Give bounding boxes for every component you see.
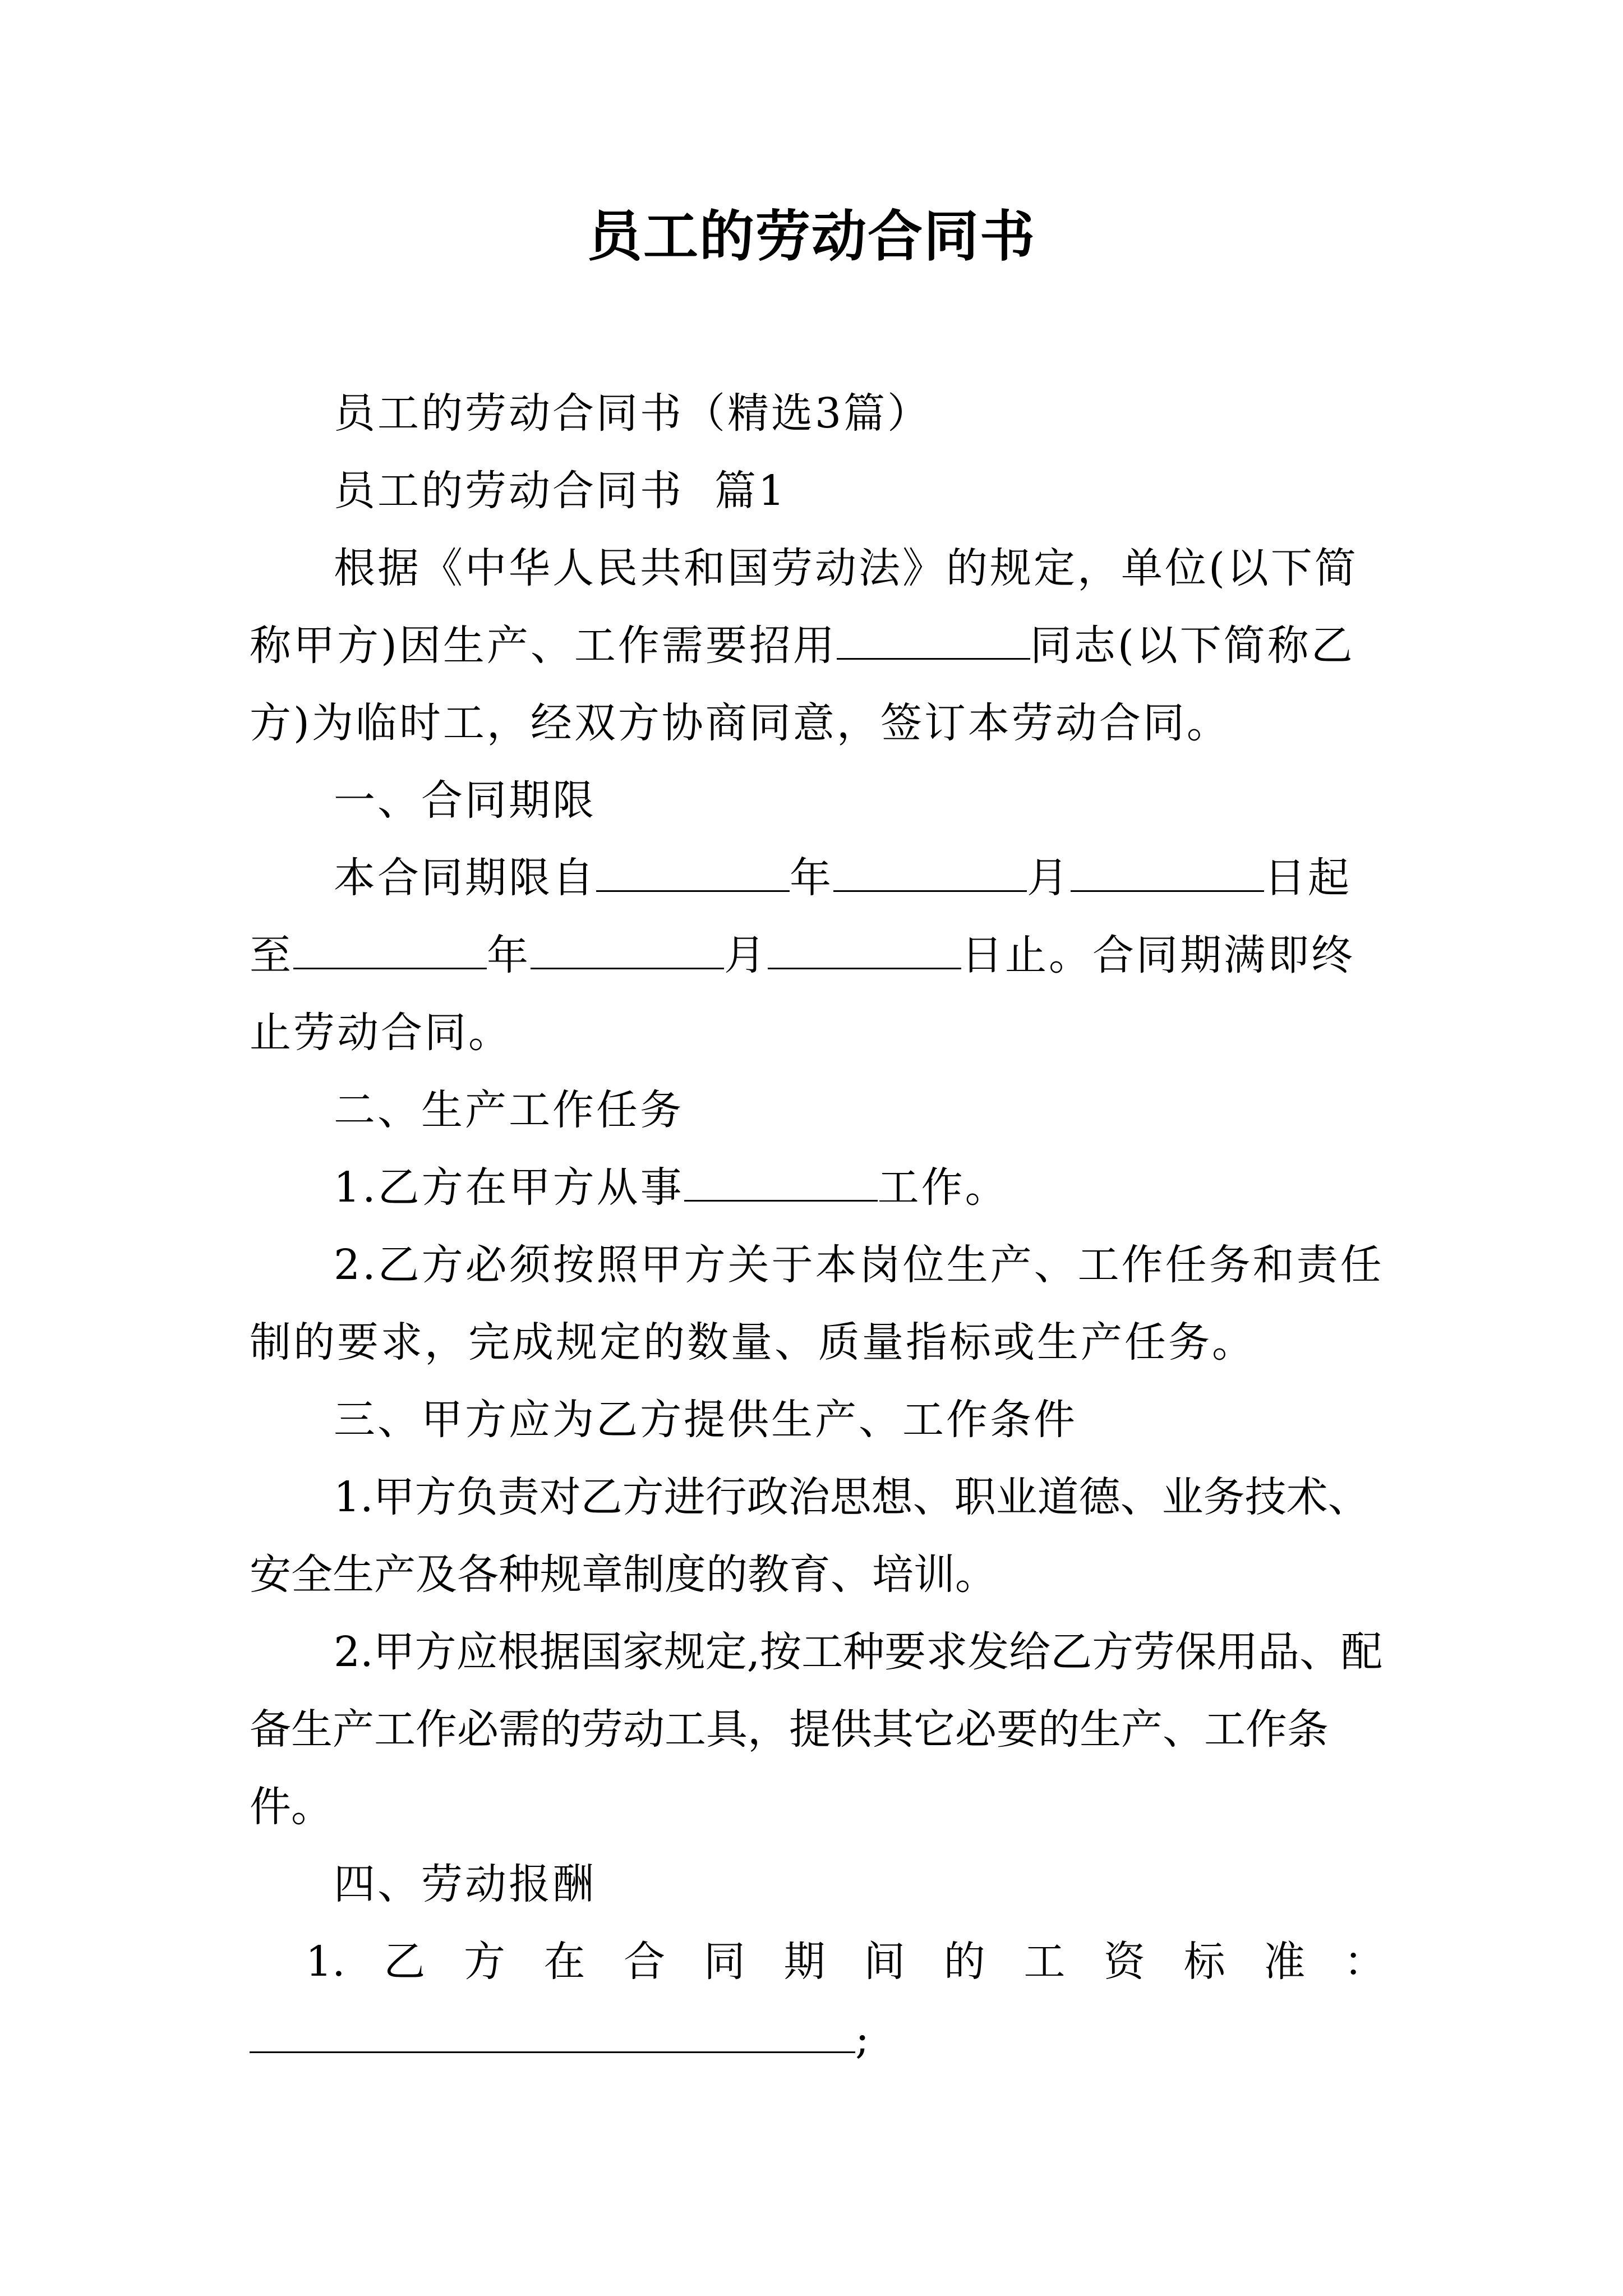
clause2-item1-text-b: 工作。 [877,1163,1009,1212]
clause4-item1: 1.乙方在合同期间的工资标准： [306,1938,1385,1986]
intro-paragraph [250,530,1385,762]
month-label-1: 月 [1027,854,1071,902]
section-heading: 员工的劳动合同书 篇1 [334,467,787,515]
blank-name-field [837,623,1030,660]
clause2-item2: 2.乙方必须按照甲方关于本岗位生产、工作任务和责任制的要求，完成规定的数量、质量指标或生产任务。 [250,1241,1384,1366]
blank-job-field [684,1165,878,1202]
clause2-item1-text-a: 1.乙方在甲方从事 [334,1163,684,1212]
blank-start-month [833,855,1027,892]
term-start-label: 本合同期限自 [334,854,596,902]
blank-start-year [596,855,790,892]
clause3-item1: 1.甲方负责对乙方进行政治思想、职业道德、业务技术、安全生产及各种规章制度的教育、培训。 [250,1473,1370,1599]
clause2-heading: 二、生产工作任务 [334,1086,684,1134]
blank-end-day [768,933,961,969]
wage-line-end: ; [855,2015,872,2063]
clause1-term-paragraph [250,839,1385,1071]
blank-start-day [1071,855,1264,892]
month-label-2: 月 [724,931,768,979]
year-label-1: 年 [790,854,833,902]
day-start-label: 日起 [1264,854,1352,902]
intro-text-1: 根据《中华人民共和国劳动法》的规定，单位(以下简称甲方)因生产、工作需要招用 [250,544,1358,670]
day-end-label: 日止。合同期满即终止劳动合同。 [250,931,1355,1057]
blank-end-year [293,933,487,969]
document-body [250,375,1385,2078]
clause1-heading: 一、合同期限 [334,776,596,825]
clause4-heading: 四、劳动报酬 [334,1860,596,1908]
clause4-item1-blank-line [250,2000,1385,2078]
clause3-heading: 三、甲方应为乙方提供生产、工作条件 [334,1396,1077,1444]
intro-text-2: 同志(以下简称乙方)为临时工，经双方协商同意，签订本劳动合同。 [250,622,1355,747]
clause3-item2: 2.甲方应根据国家规定,按工种要求发给乙方劳保用品、配备生产工作必需的劳动工具，提供其它必要的生产、工作条件。 [250,1628,1383,1831]
blank-end-month [531,933,724,969]
year-label-2: 年 [487,931,531,979]
document-title: 员工的劳动合同书 [587,204,1036,269]
blank-wage-field [250,2017,855,2053]
subtitle: 员工的劳动合同书（精选3篇） [334,389,932,438]
to-label: 至 [250,931,293,979]
clause2-item1 [250,1149,1385,1226]
